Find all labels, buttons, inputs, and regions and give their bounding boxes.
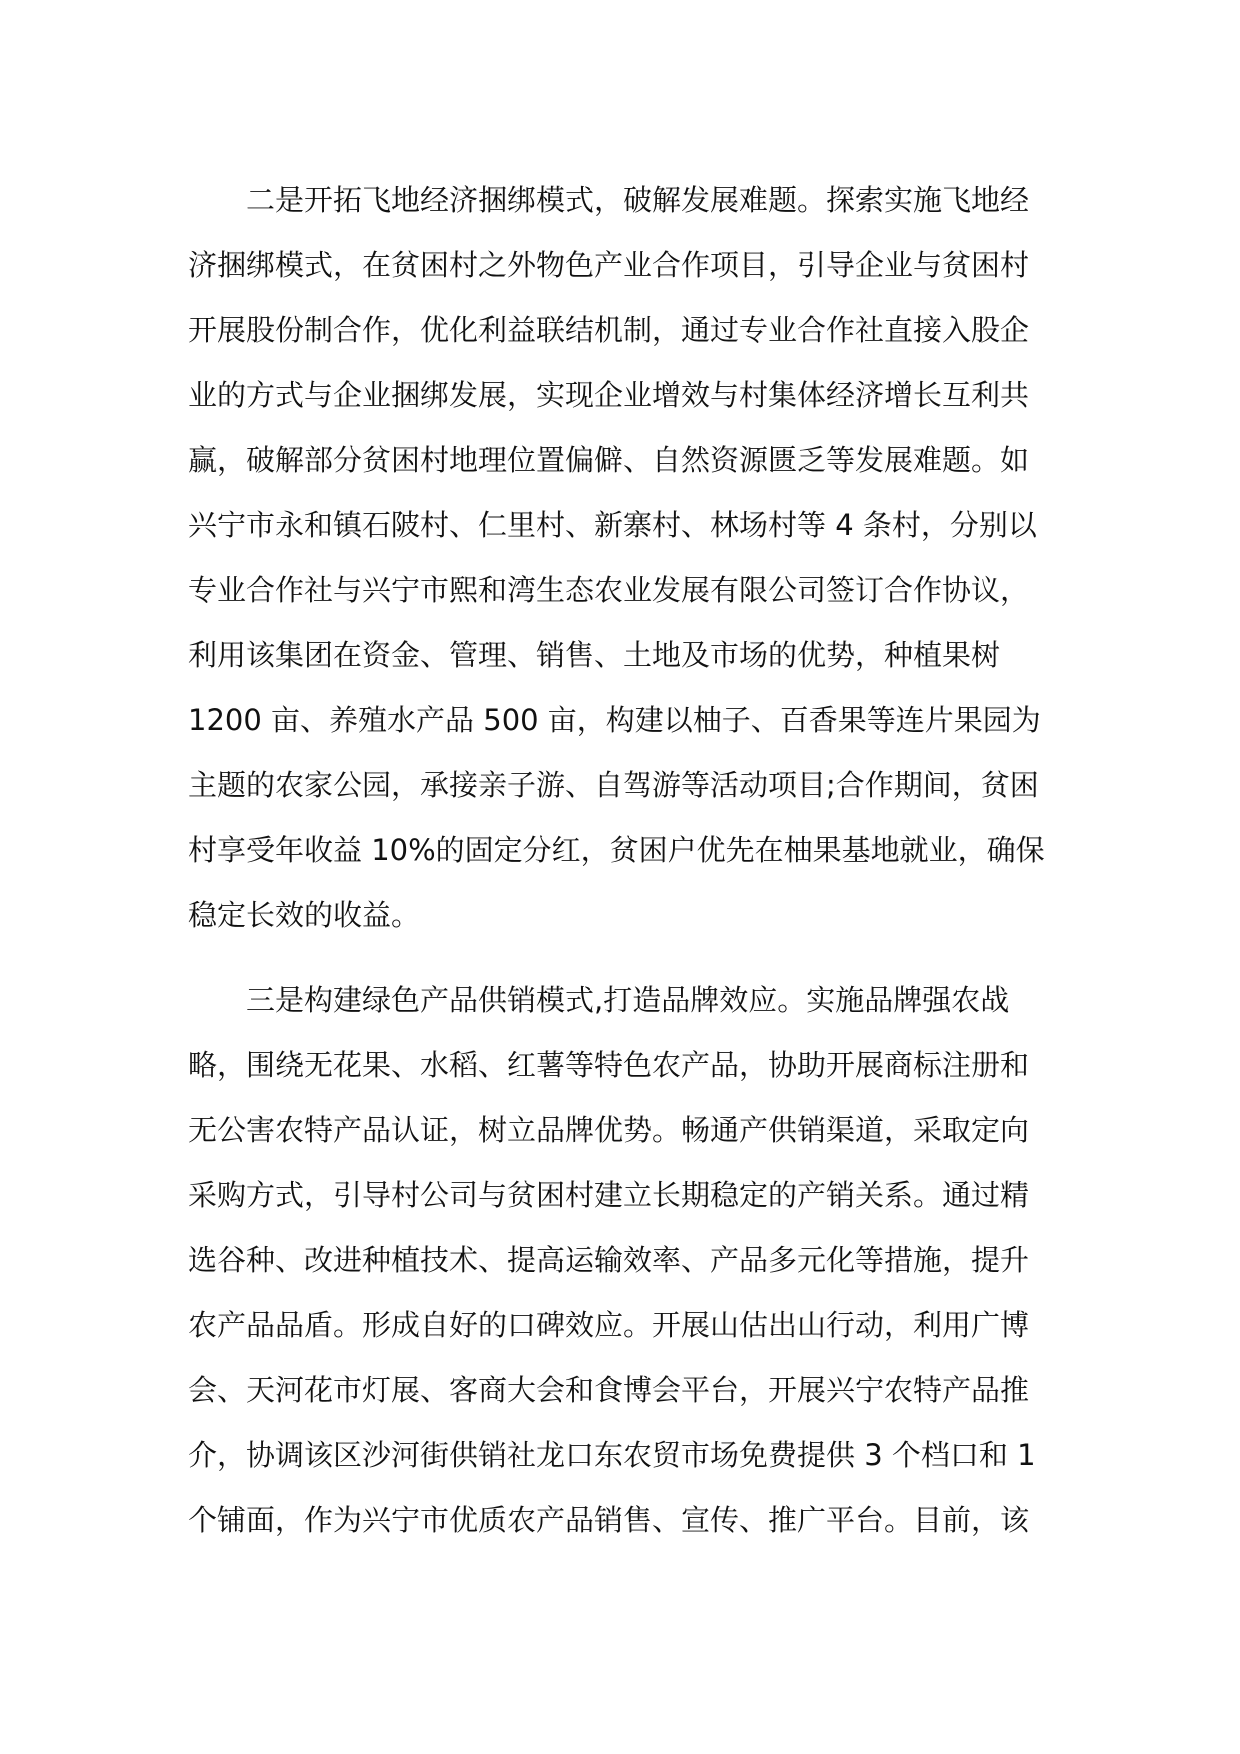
text-line: 利用该集团在资金、管理、销售、土地及市场的优势，种植果树 — [188, 638, 1001, 672]
text-line: 选谷种、改进种植技术、提高运输效率、产品多元化等措施，提升 — [188, 1243, 1030, 1277]
text-line: 村享受年收益 10%的固定分红，贫困户优先在柚果基地就业，确保 — [188, 833, 1045, 867]
paragraph-spacer — [188, 948, 1066, 968]
text-line: 三是构建绿色产品供销模式,打造品牌效应。实施品牌强农战 — [246, 983, 1010, 1017]
text-line: 1200 亩、养殖水产品 500 亩，构建以柚子、百香果等连片果园为 — [188, 703, 1041, 737]
paragraph-flying-land-economy — [188, 168, 1066, 948]
text-line: 业的方式与企业捆绑发展，实现企业增效与村集体经济增长互利共 — [188, 378, 1030, 412]
text-line: 济捆绑模式，在贫困村之外物色产业合作项目，引导企业与贫困村 — [188, 248, 1030, 282]
text-line: 主题的农家公园，承接亲子游、自驾游等活动项目;合作期间，贫困 — [188, 768, 1039, 802]
text-line: 开展股份制合作，优化利益联结机制，通过专业合作社直接入股企 — [188, 313, 1030, 347]
text-line: 无公害农特产品认证，树立品牌优势。畅通产供销渠道，采取定向 — [188, 1113, 1030, 1147]
text-line: 稳定长效的收益。 — [188, 898, 421, 932]
text-line: 二是开拓飞地经济捆绑模式，破解发展难题。探索实施飞地经 — [246, 183, 1030, 217]
text-line: 兴宁市永和镇石陂村、仁里村、新寨村、林场村等 4 条村，分别以 — [188, 508, 1037, 542]
text-line: 专业合作社与兴宁市熙和湾生态农业发展有限公司签订合作协议， — [188, 573, 1030, 607]
text-line: 会、天河花市灯展、客商大会和食博会平台，开展兴宁农特产品推 — [188, 1373, 1030, 1407]
text-line: 采购方式，引导村公司与贫困村建立长期稳定的产销关系。通过精 — [188, 1178, 1030, 1212]
text-line: 农产品品盾。形成自好的口碑效应。开展山估出山行动，利用广博 — [188, 1308, 1030, 1342]
paragraph-green-products-supply — [188, 968, 1066, 1553]
document-body — [188, 168, 1066, 1553]
text-line: 个铺面，作为兴宁市优质农产品销售、宣传、推广平台。目前，该 — [188, 1503, 1030, 1537]
text-line: 介，协调该区沙河街供销社龙口东农贸市场免费提供 3 个档口和 1 — [188, 1438, 1036, 1472]
text-line: 赢，破解部分贫困村地理位置偏僻、自然资源匮乏等发展难题。如 — [188, 443, 1030, 477]
text-line: 略，围绕无花果、水稻、红薯等特色农产品，协助开展商标注册和 — [188, 1048, 1030, 1082]
